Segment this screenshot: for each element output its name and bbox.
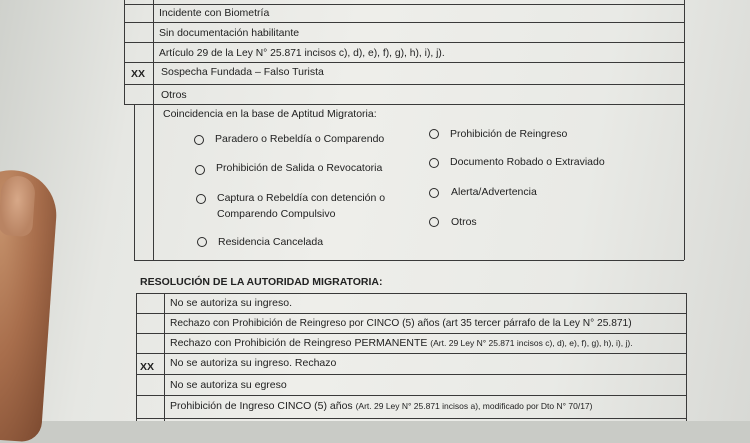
res-row-rechazo-permanente-note: (Art. 29 Ley N° 25.871 incisos c), d), e), f), g), h), i), j). xyxy=(430,338,633,348)
radio-captura[interactable] xyxy=(196,194,206,204)
resolution-heading: RESOLUCIÓN DE LA AUTORIDAD MIGRATORIA: xyxy=(140,276,383,288)
row-sin-documentacion: Sin documentación habilitante xyxy=(159,27,300,39)
table-left-border-lower xyxy=(134,104,135,260)
table-right-border xyxy=(684,0,685,260)
res-table-top-border xyxy=(136,293,686,294)
table-bottom-border xyxy=(134,260,684,261)
row-divider xyxy=(124,22,684,23)
option-captura-label: Captura o Rebeldía con detención o xyxy=(217,192,386,204)
res-row-rechazo-permanente xyxy=(170,337,633,350)
res-row-prohibicion-ingreso-cinco-note: (Art. 29 Ley N° 25.871 incisos a), modificado por Dto N° 70/17) xyxy=(355,401,593,411)
table-top-border xyxy=(124,4,684,5)
option-otros-label: Otros xyxy=(451,216,477,228)
fingernail-photo-overlay xyxy=(0,175,36,237)
coincidencia-label: Coincidencia en la base de Aptitud Migratoria: xyxy=(163,108,377,120)
res-row-divider xyxy=(136,374,686,375)
option-residencia-cancelada-label: Residencia Cancelada xyxy=(218,236,324,248)
radio-documento-robado[interactable] xyxy=(429,158,439,168)
option-prohibicion-reingreso-label: Prohibición de Reingreso xyxy=(450,128,568,140)
option-captura-label-cont: Comparendo Compulsivo xyxy=(217,208,336,220)
radio-prohibicion-reingreso[interactable] xyxy=(429,129,439,139)
option-alerta-label: Alerta/Advertencia xyxy=(451,186,537,198)
radio-residencia-cancelada[interactable] xyxy=(197,237,207,247)
radio-otros[interactable] xyxy=(429,217,439,227)
row-incidente-biometria: Incidente con Biometría xyxy=(159,7,270,19)
res-table-right-border xyxy=(686,293,687,421)
res-row-divider xyxy=(136,418,686,419)
radio-prohibicion-salida[interactable] xyxy=(195,165,205,175)
row-divider xyxy=(124,42,684,43)
row-otros: Otros xyxy=(161,89,187,101)
table-left-border xyxy=(124,0,125,104)
res-row-rechazo-cinco: Rechazo con Prohibición de Reingreso por CINCO (5) años (art 35 tercer párrafo de la Ley N° 25.871) xyxy=(170,318,632,329)
radio-alerta[interactable] xyxy=(429,188,439,198)
res-row-divider xyxy=(136,353,686,354)
mark-column-divider xyxy=(153,0,154,260)
res-row-prohibicion-ingreso-cinco-text: Prohibición de Ingreso CINCO (5) años xyxy=(170,400,353,412)
row-articulo-29: Artículo 29 de la Ley N° 25.871 incisos c), d), e), f), g), h), i), j). xyxy=(159,48,445,59)
res-row-divider xyxy=(136,313,686,314)
res-row-divider xyxy=(136,333,686,334)
res-row-divider xyxy=(136,395,686,396)
radio-paradero[interactable] xyxy=(194,135,204,145)
res-row-mark-xx: XX xyxy=(140,361,155,373)
row-sospecha-fundada: Sospecha Fundada – Falso Turista xyxy=(161,66,324,78)
option-paradero-label: Paradero o Rebeldía o Comparendo xyxy=(215,133,385,145)
row-divider xyxy=(124,84,684,85)
option-prohibicion-salida-label: Prohibición de Salida o Revocatoria xyxy=(216,162,383,174)
row-divider xyxy=(124,104,684,105)
option-documento-robado-label: Documento Robado o Extraviado xyxy=(450,156,605,168)
res-row-rechazo-permanente-text: Rechazo con Prohibición de Reingreso PERMANENTE xyxy=(170,337,428,349)
res-row-prohibicion-ingreso-cinco xyxy=(170,400,592,413)
res-row-no-autoriza-ingreso: No se autoriza su ingreso. xyxy=(170,297,292,309)
res-mark-column-divider xyxy=(164,293,165,421)
row-mark-xx: XX xyxy=(131,68,146,80)
res-table-left-border xyxy=(136,293,137,421)
res-row-no-autoriza-rechazo: No se autoriza su ingreso. Rechazo xyxy=(170,357,337,369)
row-divider xyxy=(124,62,684,63)
res-row-no-autoriza-egreso: No se autoriza su egreso xyxy=(170,379,287,391)
